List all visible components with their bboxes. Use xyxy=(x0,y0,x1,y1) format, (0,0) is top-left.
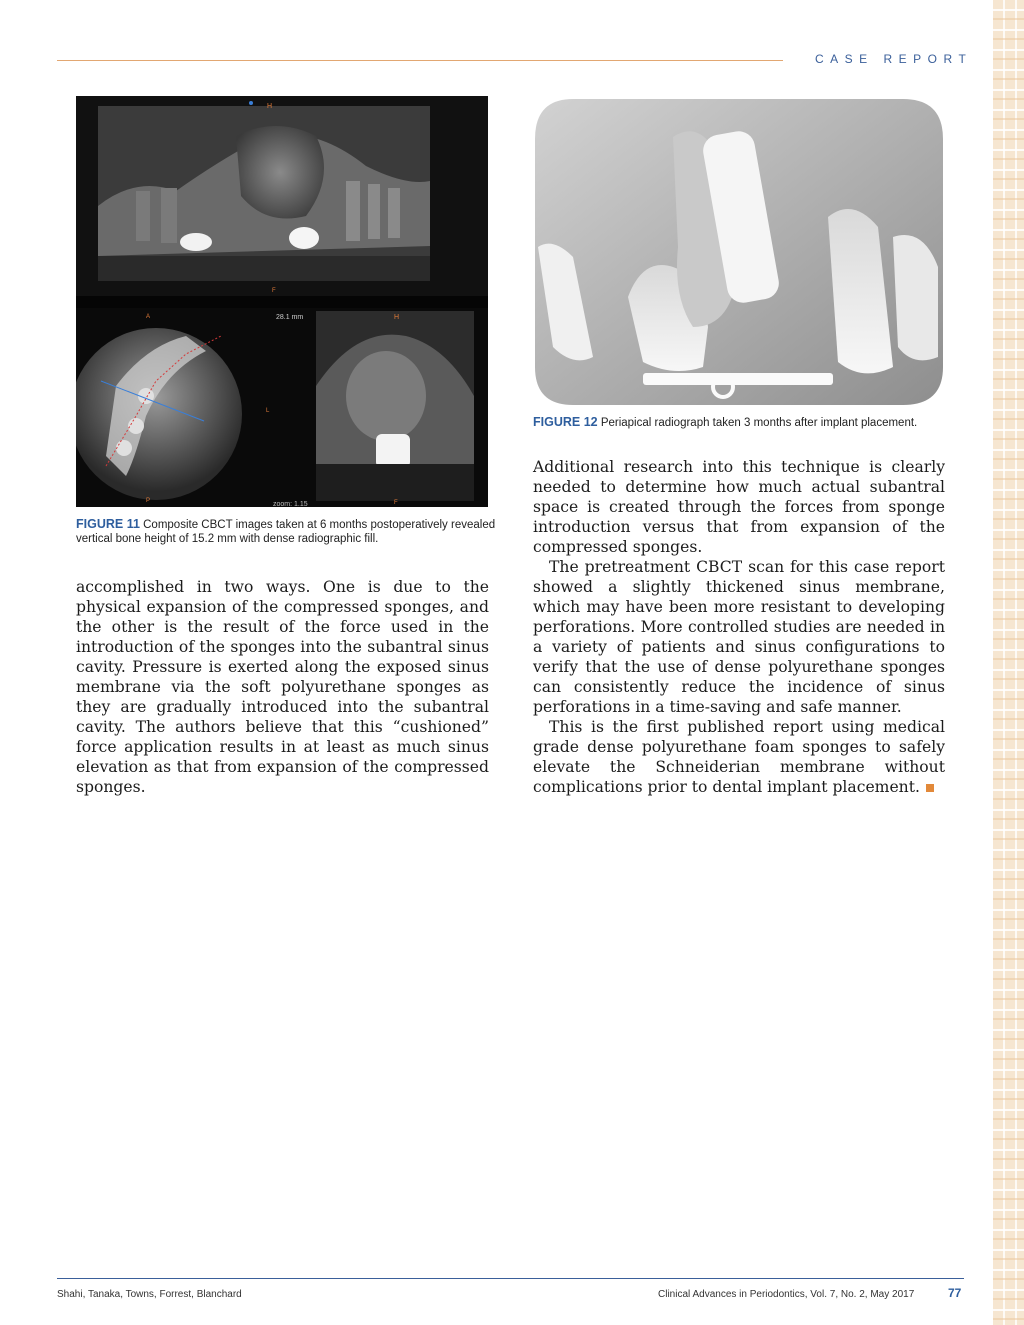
figure-11-caption-text: Composite CBCT images taken at 6 months postoperatively revealed vertical bone height of 15.2 mm with dense radiographic fill. xyxy=(76,519,496,545)
axial-p-label: P xyxy=(146,498,151,504)
page-number: 77 xyxy=(948,1286,962,1300)
right-paragraph-1: Additional research into this technique is clearly needed to determine how much actual subantral space is created through the forces from sponge introduction versus that from expansion of the compressed sponges. xyxy=(533,458,945,556)
right-paragraph-3 xyxy=(533,717,945,797)
end-of-article-square-icon xyxy=(926,784,934,792)
footer-journal: Clinical Advances in Periodontics, Vol. 7, No. 2, May 2017 xyxy=(658,1289,915,1300)
figure-11-label: FIGURE 11 xyxy=(76,517,140,531)
panel-f-label: F xyxy=(272,288,276,294)
footer-rule xyxy=(57,1278,964,1279)
axial-a-label: A xyxy=(146,314,151,320)
section-label: CASE REPORT xyxy=(815,52,973,66)
figure-12-label: FIGURE 12 xyxy=(533,415,598,429)
left-paragraph: accomplished in two ways. One is due to the physical expansion of the compressed sponges, and the other is the result of the force used in the introduction of the sponges into the subantral sinus cavity. Pressure is exerted along the exposed sinus membrane via the soft polyurethane sponges as they are gradually introduced into the subantral cavity. The authors believe that this “cushioned” force application results in at least as much sinus elevation as that from expansion of the compressed sponges. xyxy=(76,578,489,796)
right-paragraph-2: The pretreatment CBCT scan for this case report showed a slightly thickened sinus membrane, which may have been more resistant to developing perforations. More controlled studies are needed in a variety of patients and sinus configurations to verify that the use of dense polyurethane sponges can consistently reduce the incidence of sinus perforations in a time-saving and safe manner. xyxy=(533,558,945,716)
coronal-f-label: F xyxy=(394,500,398,506)
figure-11-caption xyxy=(76,517,496,546)
measurement-label: 28.1 mm xyxy=(276,314,304,321)
panel-h-label: H xyxy=(267,103,273,110)
figure-12-periapical-radiograph xyxy=(533,97,945,407)
figure-12-caption-text: Periapical radiograph taken 3 months after implant placement. xyxy=(600,417,918,429)
header-rule xyxy=(57,60,783,61)
coronal-h-label: H xyxy=(394,314,400,321)
footer-authors: Shahi, Tanaka, Towns, Forrest, Blanchard xyxy=(57,1289,242,1300)
zoom-label: zoom: 1.15 xyxy=(273,501,308,507)
decorative-side-strip xyxy=(993,0,1024,1325)
right-paragraph-3-text: This is the first published report using medical grade dense polyurethane foam sponges to safely elevate the Schneiderian membrane without complications prior to dental implant placement. xyxy=(533,718,945,796)
right-column-text xyxy=(533,457,945,797)
figure-11-cbct-image xyxy=(76,96,488,507)
left-column-text xyxy=(76,577,489,797)
figure-12-caption xyxy=(533,415,953,430)
mid-l-label: L xyxy=(266,408,270,414)
